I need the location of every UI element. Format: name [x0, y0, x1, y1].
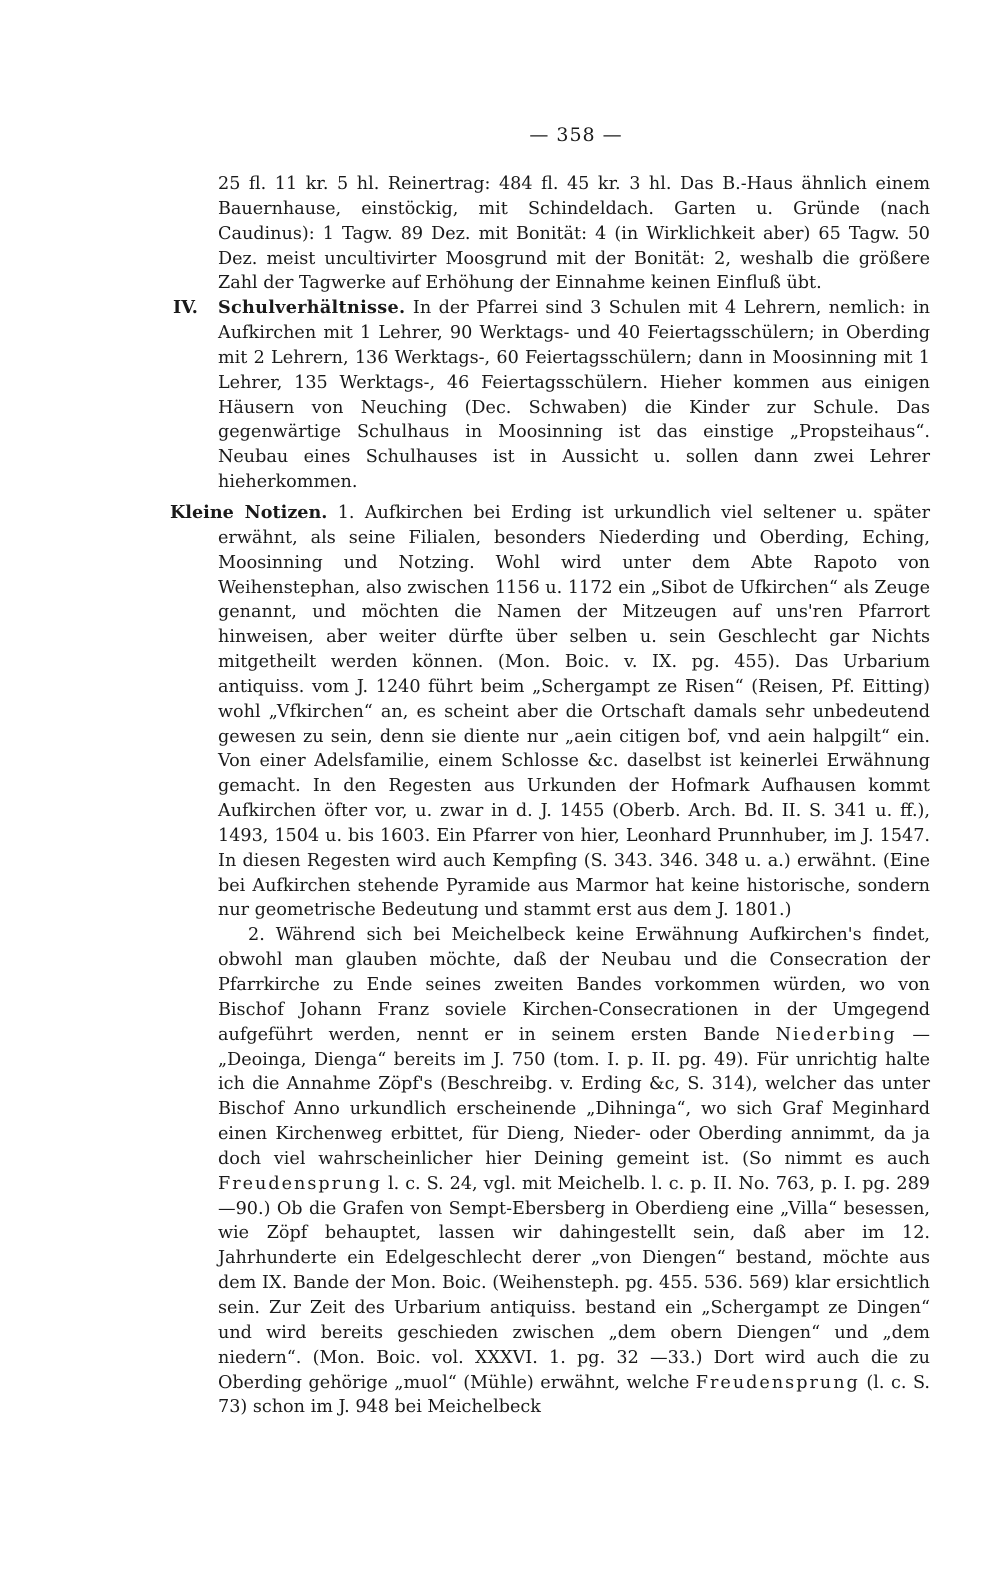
section-heading-notes: Kleine Notizen.: [170, 501, 328, 523]
paragraph-small-notes: [170, 501, 930, 923]
page-number: — 358 —: [529, 124, 623, 146]
section-heading-schools: Schulverhältnisse.: [218, 297, 406, 319]
paragraph-note-two: [218, 923, 930, 1420]
spaced-name-niederbing: Niederbing: [775, 1024, 897, 1045]
small-notes-text: 1. Aufkirchen bei Erding ist urkundlich viel seltener u. später erwähnt, als seine Filialen, besonders Niederding und Oberding, Eching, Moosinning und Notzing. Wohl wird unter dem Abte Rapoto von Weihenstephan, also zwischen 1156 u. 1172 ein „Sibot de Ufkirchen“ als Zeuge genannt, und möchten die Namen der Mitzeugen auf uns'ren Pfarrort hinweisen, aber weiter dürfte über selben u. sein Geschlecht gar Nichts mitgetheilt werden können. (Mon. Boic. v. IX. pg. 455). Das Urbarium antiquiss. vom J. 1240 führt beim „Schergampt ze Risen“ (Reisen, Pf. Eitting) wohl „Vfkirchen“ an, es scheint aber die Ortschaft damals sehr unbedeutend gewesen zu sein, denn sie diente nur „aein citigen bof, vnd aein halpgilt“ ein. Von einer Adelsfamilie, einem Schlosse &c. daselbst ist keinerlei Erwähnung gemacht. In den Regesten aus Urkunden der Hofmark Aufhausen kommt Aufkirchen öfter vor, u. zwar in d. J. 1455 (Oberb. Arch. Bd. II. S. 341 u. ff.), 1493, 1504 u. bis 1603. Ein Pfarrer von hier, Leonhard Prunnhuber, im J. 1547. In diesen Regesten wird auch Kempfing (S. 343. 346. 348 u. a.) erwähnt. (Eine bei Aufkirchen stehende Pyramide aus Marmor hat keine historische, sondern nur geometrische Bedeutung und stammt erst aus dem J. 1801.): [218, 502, 930, 921]
paragraph-school-conditions: [173, 296, 930, 495]
spaced-name-freudensprung-1: Freudensprung: [218, 1173, 382, 1194]
body-text: [170, 172, 931, 1420]
note-two-text-part-2: — „Deoinga, Dienga“ bereits im J. 750 (tom. I. p. II. pg. 49). Für unrichtig halte ich die Annahme Zöpf's (Beschreibg. v. Erding &c, S. 314), welcher das unter Bischof Anno urkundlich erscheinende „Dihninga“, wo sich Graf Meginhard einen Kirchenweg erbittet, für Dieng, Nieder- oder Oberding annimmt, da ja doch viel wahrscheinlicher hier Deining gemeint ist. (So nimmt es auch: [218, 1024, 931, 1169]
spaced-name-freudensprung-2: Freudensprung: [695, 1372, 860, 1393]
paragraph-property-income: 25 fl. 11 kr. 5 hl. Reinertrag: 484 fl. 45 kr. 3 hl. Das B.-Haus ähnlich einem Bauernhause, einstöckig, mit Schindeldach. Garten u. Gründe (nach Caudinus): 1 Tagw. 89 Dez. mit Bonität: 4 (in Wirklichkeit aber) 65 Tagw. 50 Dez. meist uncultivirter Moosgrund mit der Bonität: 2, weshalb die größere Zahl der Tagwerke auf Erhöhung der Einnahme keinen Einfluß übt.: [218, 174, 930, 294]
note-two-text-part-1: 2. Während sich bei Meichelbeck keine Erwähnung Aufkirchen's findet, obwohl man glauben möchte, daß der Neubau und die Consecration der Pfarrkirche zu Ende seines zweiten Bandes vorkommen würden, wo von Bischof Johann Franz soviele Kirchen-Consecrationen in der Umgegend aufgeführt werden, nennt er in seinem ersten Bande: [218, 925, 930, 1045]
note-two-text-part-3: l. c. S. 24, vgl. mit Meichelb. l. c. p. II. No. 763, p. I. pg. 289—90.) Ob die Grafen von Sempt-Ebersberg in Oberdieng eine „Villa“ besessen, wie Zöpf behauptet, lassen wir dahingestellt sein, daß aber im 12. Jahrhunderte ein Edelgeschlecht derer „von Diengen“ bestand, möchte aus dem IX. Bande der Mon. Boic. (Weihensteph. pg. 455. 536. 569) klar ersichtlich sein. Zur Zeit des Urbarium antiquiss. bestand ein „Schergampt ze Dingen“ und wird bereits geschieden zwischen „dem obern Diengen“ und „dem niedern“. (Mon. Boic. vol. XXXVI. 1. pg. 32 —33.) Dort wird auch die zu Oberding gehörige „muol“ (Mühle) erwähnt, welche: [218, 1173, 930, 1393]
section-number: IV.: [173, 297, 198, 319]
school-conditions-text: In der Pfarrei sind 3 Schulen mit 4 Lehrern, nemlich: in Aufkirchen mit 1 Lehrer, 90 Werktags- und 40 Feiertagsschülern; in Oberding mit 2 Lehrern, 136 Werktags-, 60 Feiertagsschülern; dann in Moosinning mit 1 Lehrer, 135 Werktags-, 46 Feiertagsschülern. Hieher kommen aus einigen Häusern von Neuching (Dec. Schwaben) die Kinder zur Schule. Das gegenwärtige Schulhaus in Moosinning ist das einstige „Propsteihaus“. Neubau eines Schulhauses ist in Aussicht u. sollen dann zwei Lehrer hieherkommen.: [218, 298, 930, 493]
note-two-text-part-4: (l. c. S. 73) schon im J. 948 bei Meichelbeck: [218, 1372, 930, 1418]
